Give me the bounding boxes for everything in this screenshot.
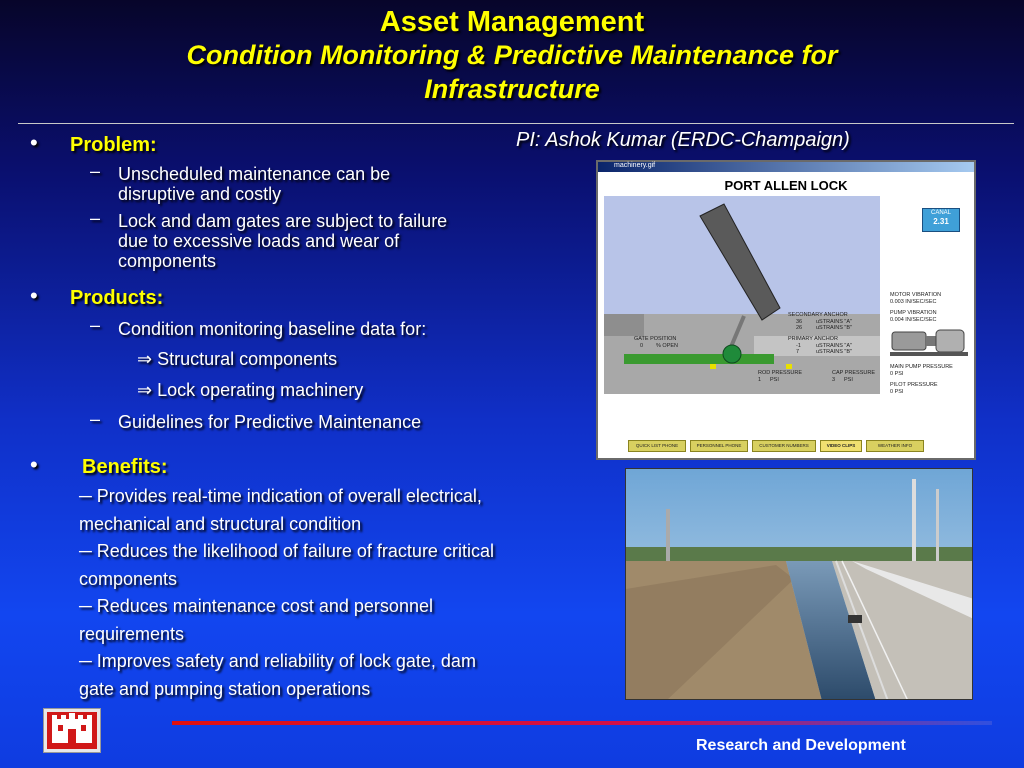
slide-title — [0, 6, 1024, 106]
cap-pressure-unit: PSI — [844, 377, 853, 383]
benefit-2-line-2: components — [79, 568, 178, 589]
benefit-2-line-1: ─ Reduces the likelihood of failure of fracture critical — [79, 541, 494, 561]
personnel-phone-button: PERSONNEL PHONE — [690, 440, 748, 452]
canal-label: CANAL — [930, 210, 951, 216]
pump-vibration-value: 0.004 IN/SEC/SEC — [890, 317, 937, 323]
primary-anchor-b-value: 7 — [796, 349, 800, 355]
products-heading: Products: — [70, 287, 164, 309]
castle-icon — [44, 709, 100, 752]
problem-item-2-line-3: components — [118, 251, 217, 271]
lock-chamber-photo — [625, 468, 973, 700]
dash-marker: – — [90, 409, 101, 429]
problem-item-2 — [118, 211, 447, 271]
primary-anchor-label: PRIMARY ANCHOR — [788, 336, 838, 342]
problem-item-1-line-1: Unscheduled maintenance can be — [118, 164, 391, 184]
secondary-anchor-b-unit: uSTRAINS "B" — [816, 325, 852, 331]
rod-pressure-unit: PSI — [770, 377, 779, 383]
secondary-anchor-b-value: 26 — [796, 325, 803, 331]
sensor-marker — [786, 364, 792, 369]
gate-position-unit: % OPEN — [656, 343, 679, 349]
title-line-1: Asset Management — [379, 6, 645, 38]
primary-anchor-a-unit: uSTRAINS "A" — [816, 343, 852, 349]
gate-pivot — [723, 345, 741, 363]
title-line-3: Infrastructure — [424, 74, 600, 104]
main-pump-pressure-label: MAIN PUMP PRESSURE — [890, 364, 953, 370]
benefit-3-line-1: ─ Reduces maintenance cost and personnel — [79, 596, 433, 616]
rod-pressure-value: 1 — [758, 377, 762, 383]
title-divider — [18, 123, 1014, 124]
benefit-4-line-1: ─ Improves safety and reliability of lock gate, dam — [79, 651, 476, 671]
products-subitem-1: ⇒ Structural components — [137, 349, 338, 369]
title-line-2: Condition Monitoring & Predictive Maintenance for — [186, 40, 838, 70]
video-clips-button: VIDEO CLIPS — [820, 440, 862, 452]
wall-step — [604, 314, 644, 336]
usace-castle-logo — [43, 708, 101, 753]
problem-item-2-line-1: Lock and dam gates are subject to failure — [118, 211, 448, 231]
pilot-pressure-value: 0 PSI — [890, 389, 904, 395]
bullet-dot: • — [30, 452, 38, 477]
motor-vibration-value: 0.003 IN/SEC/SEC — [890, 299, 937, 305]
benefits-heading: Benefits: — [82, 456, 168, 478]
lock-chamber-image — [626, 469, 973, 700]
customer-numbers-button: CUSTOMER NUMBERS — [752, 440, 816, 452]
weather-info-button: WEATHER INFO — [866, 440, 924, 452]
primary-anchor-b-unit: uSTRAINS "B" — [816, 349, 852, 355]
benefit-1-line-1: ─ Provides real-time indication of overall electrical, — [79, 486, 482, 506]
products-item-1: Condition monitoring baseline data for: — [118, 319, 427, 339]
rod-pressure-label: ROD PRESSURE — [758, 370, 803, 376]
hydraulic-cylinder — [624, 354, 774, 364]
quick-list-phone-button: QUICK LIST PHONE — [628, 440, 686, 452]
bullet-dot: • — [30, 283, 38, 308]
benefits-list — [79, 483, 619, 703]
canal-value: 2.31 — [933, 217, 949, 226]
secondary-anchor-a-value: 36 — [796, 319, 803, 325]
lock-gate-diagram — [604, 196, 880, 414]
gate-position-label: GATE POSITION — [634, 336, 677, 342]
products-item-2: Guidelines for Predictive Maintenance — [118, 412, 422, 432]
secondary-anchor-label: SECONDARY ANCHOR — [788, 312, 848, 318]
pump-vibration-label: PUMP VIBRATION — [890, 310, 937, 316]
benefit-1-line-2: mechanical and structural condition — [79, 513, 362, 534]
dash-marker: – — [90, 208, 101, 228]
bullet-dot: • — [30, 130, 38, 155]
pump-motor-illustration — [890, 324, 970, 358]
primary-anchor-a-value: -1 — [796, 343, 801, 349]
pilot-pressure-label: PILOT PRESSURE — [890, 382, 938, 388]
problem-heading: Problem: — [70, 134, 157, 156]
cap-pressure-value: 3 — [832, 377, 836, 383]
cap-pressure-label: CAP PRESSURE — [832, 370, 875, 376]
problem-item-1-line-2: disruptive and costly — [118, 184, 282, 204]
window-title: machinery.gif — [614, 162, 656, 169]
diagram-baseline — [604, 394, 880, 414]
screenshot-title: PORT ALLEN LOCK — [724, 178, 848, 193]
dash-marker: – — [90, 161, 101, 181]
lock-monitoring-screenshot — [596, 160, 976, 460]
footer-divider — [172, 721, 992, 725]
main-pump-pressure-value: 0 PSI — [890, 371, 904, 377]
footer-label: Research and Development — [696, 737, 906, 754]
gate-position-value: 0 — [640, 343, 644, 349]
canal-gauge — [922, 208, 960, 232]
window-title-bar — [598, 162, 974, 172]
secondary-anchor-a-unit: uSTRAINS "A" — [816, 319, 852, 325]
benefit-4-line-2: gate and pumping station operations — [79, 678, 371, 699]
products-subitem-2: ⇒ Lock operating machinery — [137, 380, 364, 400]
problem-item-1 — [118, 164, 390, 204]
sensor-marker — [710, 364, 716, 369]
motor-vibration-label: MOTOR VIBRATION — [890, 292, 942, 298]
problem-item-2-line-2: due to excessive loads and wear of — [118, 231, 400, 251]
pi-credit: PI: Ashok Kumar (ERDC-Champaign) — [516, 129, 850, 151]
benefit-3-line-2: requirements — [79, 623, 185, 644]
dash-marker: – — [90, 315, 101, 335]
